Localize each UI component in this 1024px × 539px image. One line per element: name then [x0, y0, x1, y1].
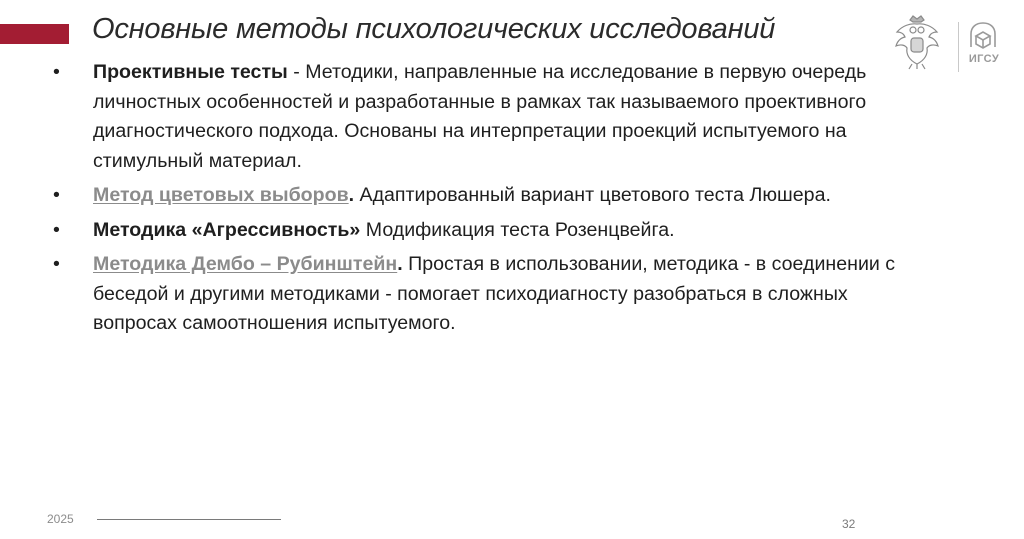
term-projective-tests: Проективные тесты — [93, 61, 288, 83]
methods-list — [50, 58, 920, 339]
list-item-projective-tests — [50, 58, 920, 176]
bullet-icon: • — [53, 253, 60, 275]
list-item-color-choice — [50, 181, 920, 211]
bullet-icon: • — [53, 61, 60, 83]
term-aggressiveness: Методика «Агрессивность» — [93, 218, 361, 241]
footer-year: 2025 — [47, 512, 74, 526]
description-aggressiveness: Модификация теста Розенцвейга. — [360, 218, 675, 241]
page-number: 32 — [842, 517, 856, 531]
title-accent-bar — [0, 24, 69, 44]
list-item-dembo-rubinstein — [50, 250, 920, 339]
slide-title: Основные методы психологических исследований — [92, 13, 776, 45]
description-projective-tests: - Методики, направленные на исследование в первую очередь личностных особенностей и разработанные в рамках так называемого проективного диагностического подхода. Основаны на интерпретации проекций испытуемого на стимульный материал. — [93, 61, 867, 172]
bullet-icon: • — [53, 218, 60, 241]
igsu-logo-icon — [967, 20, 999, 50]
link-color-choice-method[interactable]: Метод цветовых выборов — [93, 184, 349, 206]
description-dembo-rubinstein: Простая в использовании, методика - в соединении с беседой и другими методиками - помогает психодиагносту разобраться в сложных вопросах самоотношения испытуемого. — [93, 253, 896, 334]
bullet-icon: • — [53, 184, 60, 206]
list-item-aggressiveness — [50, 216, 920, 246]
footer-divider — [97, 519, 281, 520]
term-period: . — [397, 253, 403, 275]
term-period: . — [348, 184, 355, 206]
igsu-logo-text: ИГСУ — [968, 53, 1000, 65]
link-dembo-rubinstein-method[interactable]: Методика Дембо – Рубинштейн — [93, 253, 398, 275]
description-color-choice: Адаптированный вариант цветового теста Люшера. — [354, 184, 831, 206]
logo-divider — [958, 22, 959, 72]
